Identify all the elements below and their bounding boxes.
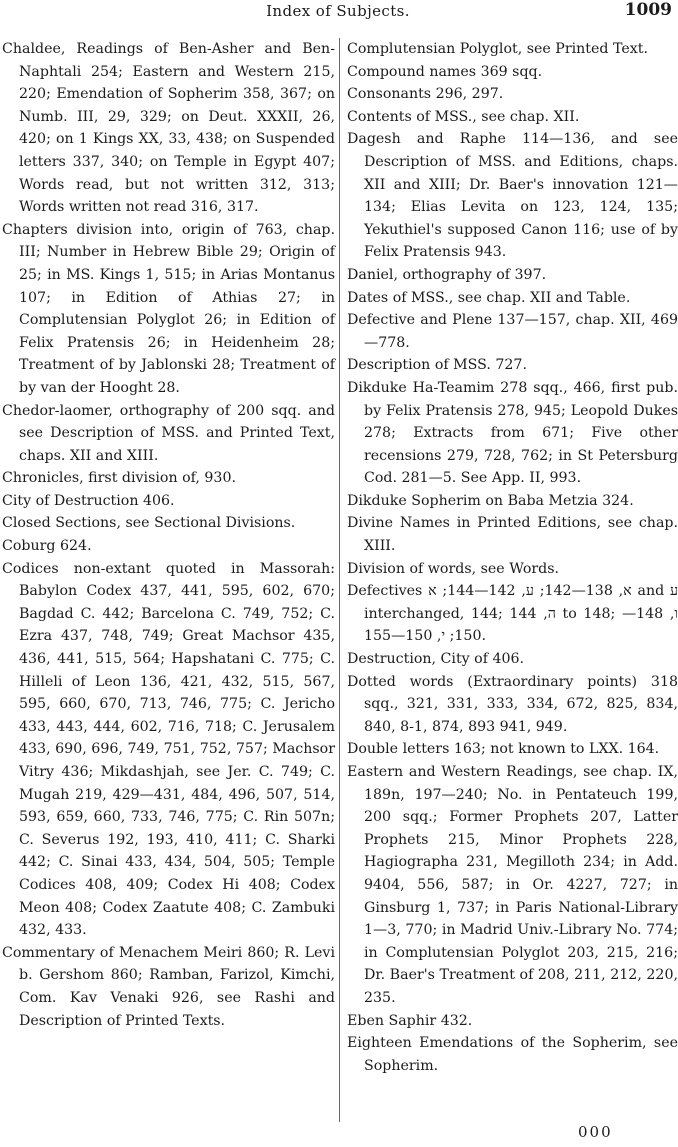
left-column [2, 38, 335, 1124]
page-number: 1009 [624, 0, 672, 20]
index-entry: Chedor-laomer, orthography of 200 sqq. and see Description of MSS. and Printed Text, chaps. XII and XIII. [2, 402, 335, 464]
index-entry: Dotted words (Extraordinary points) 318 sqq., 321, 331, 333, 334, 672, 825, 834, 840, 8-1, 874, 893 941, 949. [347, 673, 678, 735]
signature-mark: 000 [578, 1123, 613, 1141]
index-entry: Division of words, see Words. [347, 560, 560, 577]
column-divider [339, 38, 340, 1122]
index-entry: Dagesh and Raphe 114—136, and see Description of MSS. and Editions, chaps. XII and XIII; Dr. Baer's innovation 121—134; Elias Levita on 123, 124, 135; Yekuthiel's supposed Canon 116; use of by Felix Pratensis 943. [347, 131, 678, 261]
index-entry: Chapters division into, origin of 763, chap. III; Number in Hebrew Bible 29; Origin of 25; in MS. Kings 1, 515; in Arias Montanus 107; in Edition of Athias 27; in Complutensian Polyglot 26; in Edition of Felix Pratensis 26; in Heidenheim 28; Treatment of by Jablonski 28; Treatment of by van der Hooght 28. [2, 221, 335, 396]
index-entry: Double letters 163; not known to LXX. 164. [347, 741, 660, 758]
index-entry: Complutensian Polyglot, see Printed Text. [347, 41, 648, 57]
index-entry: Compound names 369 sqq. [347, 63, 543, 80]
index-entry: Closed Sections, see Sectional Divisions. [2, 515, 296, 532]
index-entry: Destruction, City of 406. [347, 651, 525, 668]
index-entry: Defective and Plene 137—157, chap. XII, 469—778. [347, 312, 678, 351]
index-entry: Dikduke Ha-Teamim 278 sqq., 466, first pub. by Felix Pratensis 278, 945; Leopold Dukes 278; Extracts from 671; Five other recensions 279, 728, 762; in St Petersburg Cod. 281—5. See App. II, 993. [347, 379, 678, 487]
index-entry: Eighteen Emendations of the Sopherim, see Sopherim. [347, 1035, 678, 1074]
index-entry: Dates of MSS., see chap. XII and Table. [347, 289, 631, 306]
index-entry: Consonants 296, 297. [347, 86, 504, 103]
right-column [347, 38, 678, 1124]
index-entry: Defectives א, 138—142; ע, 142—144; א and ע interchanged, 144; ה, 144 to 148; ו, 148—150; י, 150—155. [347, 583, 678, 645]
index-entry: Codices non-extant quoted in Massorah: Babylon Codex 437, 441, 595, 602, 670; Bagdad C. 442; Barcelona C. 749, 752; C. Ezra 437, 748, 749; Great Machsor 435, 436, 441, 515, 564; Hapshatani C. 775; C. Hilleli of Leon 136, 421, 432, 515, 567, 595, 660, 670, 713, 746, 775; C. Jericho 433, 443, 444, 602, 716, 718; C. Jerusalem 433, 690, 696, 749, 751, 752, 757; Machsor Vitry 436; Mikdashjah, see Jer. C. 749; C. Mugah 219, 429—431, 484, 496, 507, 514, 593, 659, 660, 733, 746, 775; C. Rin 507n; C. Severus 192, 193, 410, 411; C. Sharki 442; C. Sinai 433, 434, 504, 505; Temple Codices 408, 409; Codex Hi 408; Codex Meon 408; Codex Zaatute 408; C. Zambuki 432, 433. [2, 560, 335, 939]
index-entry: Description of MSS. 727. [347, 357, 527, 374]
index-entry: Eastern and Western Readings, see chap. IX, 189n, 197—240; No. in Pentateuch 199, 200 sqq.; Former Prophets 207, Latter Prophets 215, Minor Prophets 228, Hagiographa 231, Megilloth 234; in Add. 9404, 556, 587; in Or. 4227, 727; in Ginsburg 1, 737; in Paris National-Library 1—3, 770; in Madrid Univ.-Library No. 774; in Complutensian Polyglot 203, 215, 216; Dr. Baer's Treatment of 208, 211, 212, 220, 235. [347, 764, 678, 1006]
running-head [0, 0, 676, 26]
index-entry: Chaldee, Readings of Ben-Asher and Ben-Naphtali 254; Eastern and Western 215, 220; Emendation of Sopherim 358, 367; on Numb. III, 29, 329; on Deut. XXXII, 26, 420; on 1 Kings XX, 33, 438; on Suspended letters 337, 340; on Temple in Egypt 407; Words read, but not written 312, 313; Words written not read 316, 317. [2, 41, 335, 216]
index-entry: Contents of MSS., see chap. XII. [347, 108, 580, 125]
index-entry: Chronicles, first division of, 930. [2, 470, 236, 487]
index-entry: Commentary of Menachem Meiri 860; R. Levi b. Gershom 860; Ramban, Farizol, Kimchi, Com. Kav Venaki 926, see Rashi and Description of Printed Texts. [2, 944, 335, 1029]
index-entry: Dikduke Sopherim on Baba Metzia 324. [347, 492, 634, 509]
index-entry: City of Destruction 406. [2, 492, 175, 509]
index-entry: Divine Names in Printed Editions, see chap. XIII. [347, 515, 678, 555]
index-entry: Eben Saphir 432. [347, 1012, 473, 1029]
index-entry: Daniel, orthography of 397. [347, 266, 547, 283]
running-title: Index of Subjects. [266, 2, 410, 20]
index-entry: Coburg 624. [2, 538, 92, 555]
